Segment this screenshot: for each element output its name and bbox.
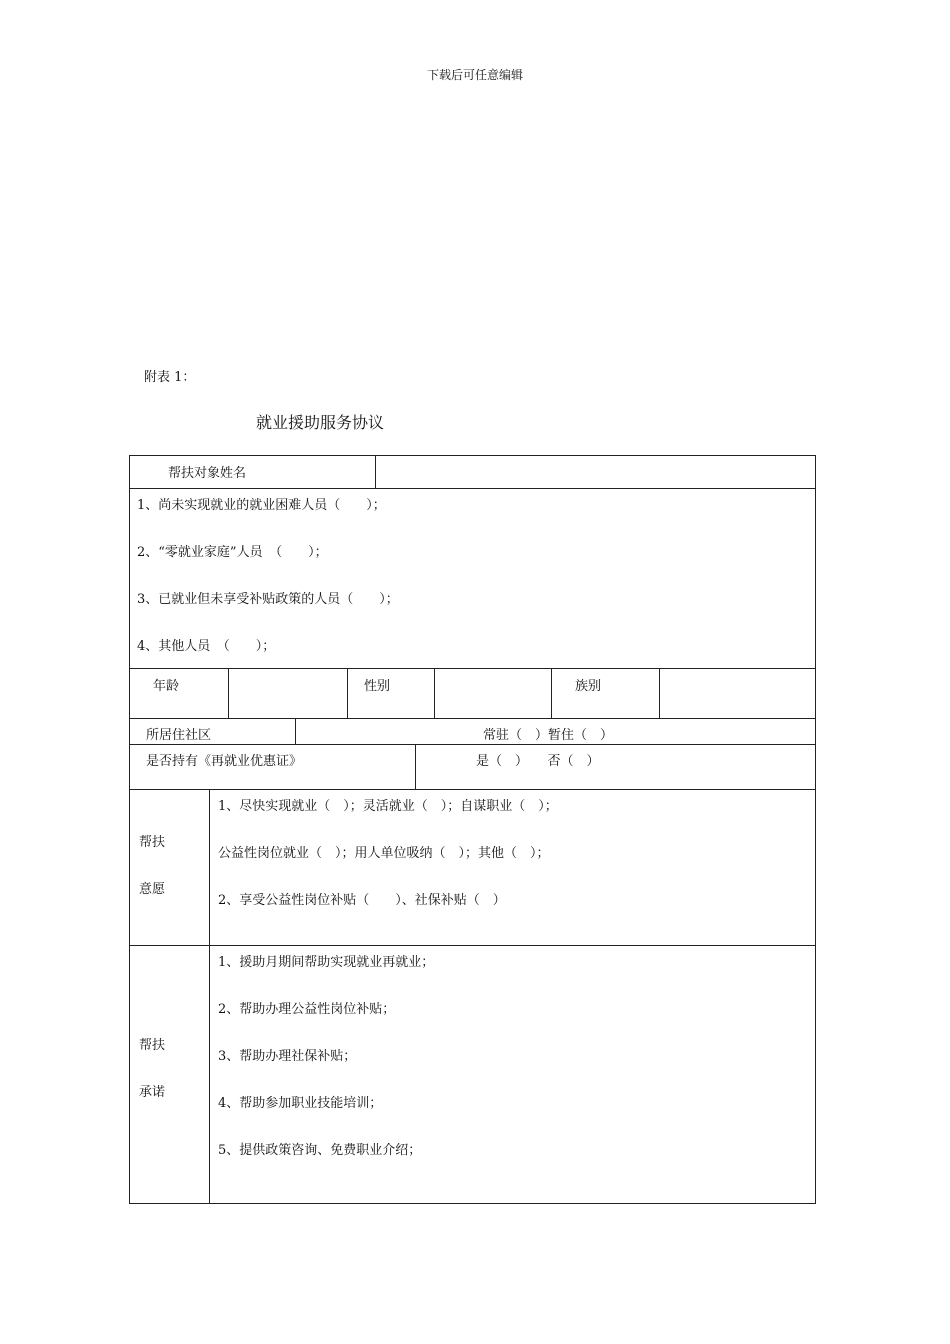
col-divider [375,455,376,488]
category-item: 4、其他人员 （ ）； [137,639,276,654]
promise-label: 帮扶 [139,1038,166,1053]
col-divider [434,668,435,718]
gender-label: 性别 [364,679,391,694]
row-divider [129,789,816,790]
col-divider [228,668,229,718]
certificate-options[interactable]: 是（ ） 否（ ） [476,754,600,769]
category-item: 2、“零就业家庭”人员 （ ）； [137,545,328,560]
promise-line: 1、援助月期间帮助实现就业再就业； [218,955,435,970]
intent-label: 意愿 [139,882,166,897]
promise-label: 承诺 [139,1085,166,1100]
col-divider [551,668,552,718]
ethnicity-label: 族别 [575,679,602,694]
intent-line: 公益性岗位就业（ ）；用人单位吸纳（ ）；其他（ ）； [218,846,550,861]
col-divider [415,744,416,789]
row-divider [129,668,816,669]
promise-line: 2、帮助办理公益性岗位补贴； [218,1002,396,1017]
promise-line: 3、帮助办理社保补贴； [218,1049,357,1064]
category-item: 3、已就业但未享受补贴政策的人员（ ）； [137,592,399,607]
annex-label: 附表 1： [144,370,196,385]
col-divider [347,668,348,718]
category-item: 1、尚未实现就业的就业困难人员（ ）； [137,498,386,513]
age-label: 年龄 [153,679,180,694]
intent-line: 1、尽快实现就业（ ）；灵活就业（ ）；自谋职业（ ）； [218,799,558,814]
residence-options[interactable]: 常驻（ ）暂住（ ） [483,728,614,743]
certificate-label: 是否持有《再就业优惠证》 [146,754,303,769]
name-value-field[interactable] [380,462,810,482]
name-label: 帮扶对象姓名 [168,466,247,481]
community-label: 所居住社区 [146,728,212,743]
col-divider [295,718,296,744]
promise-line: 5、提供政策咨询、免费职业介绍； [218,1143,422,1158]
row-divider [129,488,816,489]
document-title: 就业援助服务协议 [256,413,385,432]
row-divider [129,945,816,946]
row-divider [129,744,816,745]
intent-label: 帮扶 [139,835,166,850]
intent-line: 2、享受公益性岗位补贴（ ）、社保补贴（ ） [218,893,506,908]
col-divider [209,789,210,1204]
promise-line: 4、帮助参加职业技能培训； [218,1096,383,1111]
col-divider [659,668,660,718]
row-divider [129,718,816,719]
header-note: 下载后可任意编辑 [426,68,523,82]
